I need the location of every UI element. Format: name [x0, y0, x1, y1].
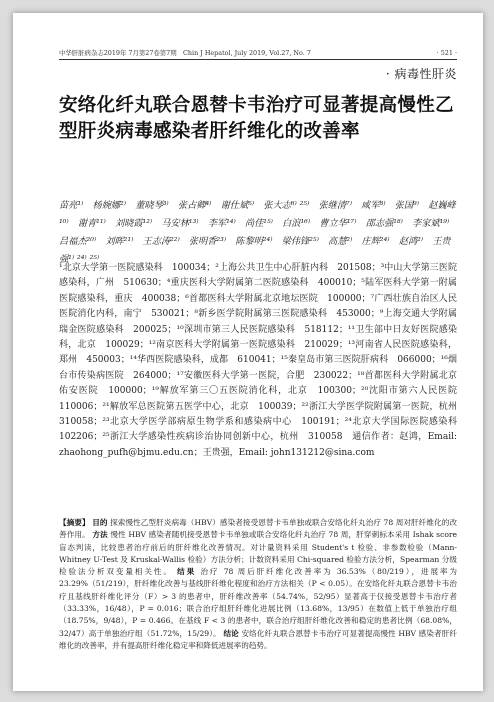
- abstract-label: 【摘要】: [59, 518, 90, 527]
- section-bullet: ·: [385, 67, 395, 81]
- author-list: 苗亮¹⁾ 杨婉娜²⁾ 董晓琴³⁾ 张占卿⁴⁾ 谢仕斌⁵⁾ 张大志⁶⁾ ²⁵⁾ 张继清⁷⁾ 咸军⁸⁾ 张国⁹⁾ 赵巍峰¹⁰⁾ 谢青¹¹⁾ 刘晓霞¹²⁾ 马安林¹³⁾ 李军¹⁴⁾ 尚佳¹⁵⁾ 白浪¹⁶⁾ 曹立华¹⁷⁾ 邵志强¹⁸⁾ 李家斌¹⁹⁾ 吕福杰²⁰⁾ 刘晖²¹⁾ 王志涛²²⁾ 张明香²³⁾ 陈黎明²⁴⁾ 梁伟锋²⁵⁾ 高慧²⁾ 庄辉²⁴⁾ 赵鸿²⁾ 王贵强¹⁾ ²⁴⁾ ²⁵⁾: [59, 200, 459, 265]
- header-journal-info: 中华肝脏病杂志2019年 7月第27卷第7期 Chin J Hepatol, July 2019, Vol.27, No. 7: [59, 49, 311, 57]
- affiliations: ¹北京大学第一医院感染科 100034；²上海公共卫生中心肝脏内科 201508；³中山大学第三医院感染科，广州 510630；⁴重庆医科大学附属第二医院感染科 400010；⁵陆军医科大学第一附属医院感染科，重庆 400038；⁶首都医科大学附属北京地坛医院 100000；⁷广西壮族自治区人民医院消化内科，南宁 530021；⁸新乡医学院附属第三医院感染科 453000；⁹上海交通大学附属瑞金医院感染科 200025；¹⁰深圳市第三人民医院感染科 518112；¹¹卫生部中日友好医院感染科，北京 100029；¹²南京医科大学附属第一医院感染科 210029；¹³河南省人民医院感染科，郑州 450003；¹⁴华西医院感染科，成都 610041；¹⁵秦皇岛市第三医院肝病科 066000；¹⁶烟台市传染病医院 264000；¹⁷安徽医科大学第一医院，合肥 230022；¹⁸首都医科大学附属北京佑安医院 100000；¹⁹解放军第三〇五医院消化科，北京 100300；²⁰沈阳市第六人民医院 110006；²¹解放军总医院第五医学中心，北京 100039；²²浙江大学医学院附属第一医院，杭州 310058；²³北京大学医学部病原生物学系和感染病中心 100191；²⁴北京大学国际医院感染科 102206；²⁵浙江大学感染性疾病诊治协同创新中心，杭州 310058 通信作者：赵鸿，Email: zhaohong_pufh@bjmu.edu.cn；王贵强，Email: john131212@sina.com: [59, 263, 467, 458]
- methods-label: 方法: [92, 530, 108, 540]
- journal-page: [13, 13, 483, 691]
- abstract: [59, 517, 457, 652]
- objective-label: 目的: [92, 518, 108, 527]
- objective-text: 探索慢性乙型肝炎病毒（HBV）感染者接受恩替卡韦单独或联合安络化纤丸治疗 78 周对肝纤维化的改善作用。: [59, 518, 458, 540]
- results-label: 结果: [177, 567, 197, 577]
- article-title: 安络化纤丸联合恩替卡韦治疗可显著提高慢性乙型肝炎病毒感染者肝纤维化的改善率: [59, 95, 454, 142]
- header-page-number: · 521 ·: [436, 49, 457, 57]
- conclusion-label: 结论: [223, 628, 239, 638]
- methods-text: 慢性 HBV 感染者随机接受恩替卡韦单独或联合安络化纤丸治疗 78 周，肝穿刺标本采用 Ishak score 盲态判读，比较患者治疗前后的肝纤维化改善情况。对计量资料采用 Student's t 检验、非参数检验（Mann-Whitney U-Test 及 Kruskal-Wallis 检验）方法分析；计数资料采用 Chi-squared 检验方法分析，Spearman 分级检验法分析双变量相关性。: [59, 530, 458, 577]
- section-label: [386, 65, 457, 82]
- running-header: [59, 45, 457, 60]
- section-title: 病毒性肝炎: [394, 67, 457, 81]
- results-text: 治疗 78 周后肝纤维化改善率为 36.53%（80/219），进展率为 23.29%（51/219），肝纤维化改善与基线肝纤维化程度和治疗方法相关（P < 0.05）。在安络化纤丸联合恩替卡韦治疗且基线肝纤维化评分（F）> 3 的患者中，肝纤维改善率（54.74%，52/95）显著高于仅接受恩替卡韦治疗者（33.33%，16/48），P = 0.016；联合治疗组肝纤维化进展比例（13.68%，13/95）在数值上低于单独治疗组（18.75%，9/48），P = 0.466。在基线 F < 3 的患者中，联合治疗组肝纤维化改善和稳定的患者比例（68.08%，32/47）高于单独治疗组（51.72%，15/29）。: [59, 567, 458, 638]
- conclusion-text: 安络化纤丸联合恩替卡韦治疗可显著提高慢性 HBV 感染者肝纤维化的改善率，并有提高肝纤维化稳定率和降低进展率的趋势。: [59, 628, 458, 650]
